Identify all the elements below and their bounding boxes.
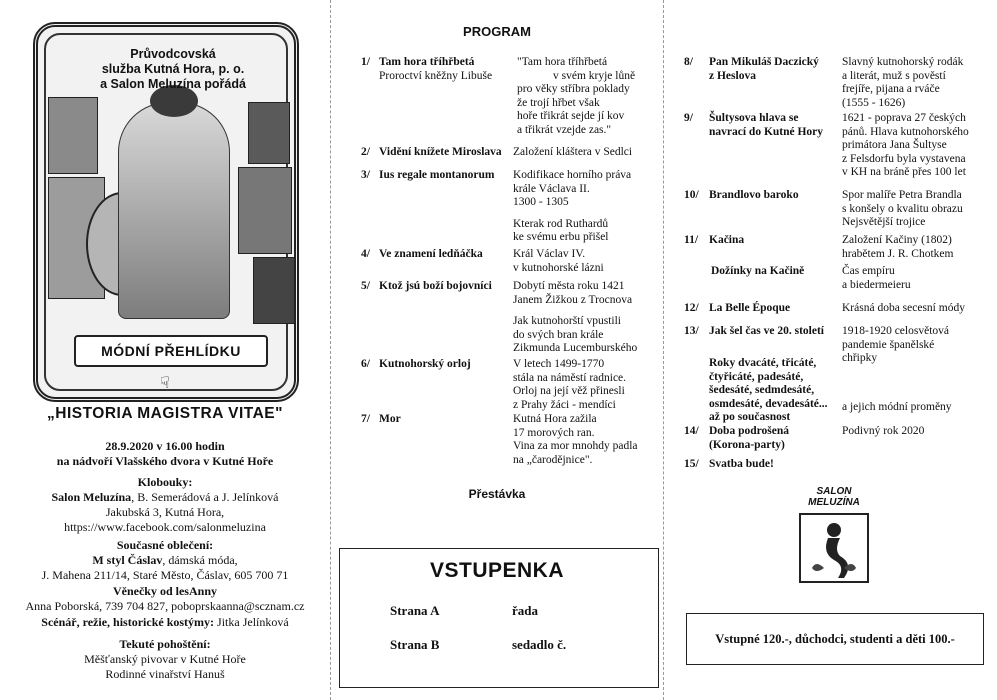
vintage-photo <box>253 257 295 324</box>
credit-heading: Klobouky: <box>137 475 193 489</box>
pointing-hand-icon: ☟ <box>160 375 170 392</box>
ticket-box <box>339 548 659 688</box>
credit-line: Měšťanský pivovar v Kutné Hoře <box>84 652 246 666</box>
credits-script <box>0 615 330 630</box>
credit-line: Anna Poborská, 739 704 827, poboprskaanna@scznam.cz <box>25 599 305 613</box>
event-datetime <box>0 439 330 469</box>
event-title: „HISTORIA MAGISTRA VITAE" <box>47 405 283 422</box>
vintage-photo <box>238 167 292 254</box>
credits-drinks <box>0 637 330 682</box>
facebook-link[interactable]: https://www.facebook.com/salonmeluzina <box>64 520 266 534</box>
admission-price-box: Vstupné 120.-, důchodci, studenti a děti 100.- <box>686 613 984 665</box>
logo-text: SALON <box>816 486 852 497</box>
ticket-side-b: Strana B <box>390 637 440 652</box>
header-line: služba Kutná Hora, p. o. <box>101 62 245 76</box>
credits-wreaths <box>0 584 330 614</box>
fashion-show-ribbon: MÓDNÍ PŘEHLÍDKU <box>74 335 268 367</box>
mermaid-icon <box>794 508 874 588</box>
organizer-header <box>98 47 248 92</box>
header-line: Průvodcovská <box>130 47 216 61</box>
ticket-row: řada <box>512 603 538 618</box>
credit-heading: Věnečky od lesAnny <box>112 584 217 598</box>
credit-line: M styl Čáslav, dámská móda, <box>92 553 238 567</box>
lady-in-dress-illustration <box>118 102 230 319</box>
panel-program-continued: 8/ Pan Mikuláš Daczický z Heslova Slavný kutnohorský rodák a literát, muž s pověstí frejíře, pijana a rváče (1555 - 1626) 9/ Šultysova hlava se navrací do Kutné Hory 1621 - poprava 27 českých pánů. Hlava kutnohorského primátora Jana Šultyse z Felsdorfu byla vystavena v KH na bráně přes 100 let 10/ Brandlovo baroko Spor malíře Petra Brandla s konšely o kvalitu obrazu Nejsvětější trojice 11/ Kačina Založení Kačiny (1802) hrabětem J. R. Chotkem Dožínky na Kačině Čas empíru a biedermeieru 12/ La Belle Époque Krásná doba secesní módy 13/ Jak šel čas ve 20. století 1918-1920 celosvětová pandemie španělské chřipky Roky dvacáté, třicáté, čtyřicáté, padesáté, šedesáté, sedmdesáté, osmdesáté, devadesáté... až po současnost a jejich módní proměny 14/ Doba podrošená (Korona-party) Podivný rok 2020 15/ Svatba bude! SALON MELUZÍNA Vstupné 120.-, důchodci, studenti a děti 100.- <box>664 0 997 700</box>
credit-line: Salon Meluzína, B. Semerádová a J. Jelínková <box>51 490 279 504</box>
credit-heading: Tekuté pohoštění: <box>119 637 211 651</box>
vintage-photo <box>48 97 98 174</box>
poster-frame <box>33 22 299 402</box>
intermission-label: Přestávka <box>468 487 526 501</box>
credit-heading: Scénář, režie, historické kostýmy: <box>41 615 215 629</box>
panel-program: PROGRAM 1/ Tam hora tříhřbetá Proroctví kněžny Libuše "Tam hora tříhřbetá v svém kryje lůně pro věky stříbra poklady že trojí hřbet však hoře třikrát sejde jí kov a třikrát vzejde zas." 2/ Vidění knížete Miroslava Založení kláštera v Sedlci 3/ Ius regale montanorum Kodifikace horního práva krále Václava II. 1300 - 1305 Kterak rod Ruthardů ke svému erbu přišel 4/ Ve znamení ledňáčka Král Václav IV. v kutnohorské lázni 5/ Ktož jsú boží bojovníci Dobytí města roku 1421 Janem Žižkou z Trocnova Jak kutnohorští vpustili do svých bran krále Zikmunda Lucemburského 6/ Kutnohorský orloj V letech 1499-1770 stála na náměstí radnice. Orloj na její věž přinesli z Prahy žáci - mendíci 7/ Mor Kutná Hora zažila 17 morových ran. Vina za mor mnohdy padla na „čarodějnice". Přestávka VSTUPENKA Strana A řada Strana B sedadlo č. <box>331 0 663 700</box>
event-date: 28.9.2020 v 16.00 hodin <box>105 439 225 453</box>
credit-line: J. Mahena 211/14, Staré Město, Čáslav, 605 700 71 <box>41 568 289 582</box>
ticket-side-a: Strana A <box>390 603 440 618</box>
panel-invitation <box>0 0 330 700</box>
salon-meluzina-logo <box>794 478 874 588</box>
credits-clothing <box>0 538 330 583</box>
ticket-title: VSTUPENKA <box>430 559 565 582</box>
credit-line: Rodinné vinařství Hanuš <box>105 667 225 681</box>
logo-text: MELUZÍNA <box>808 497 860 508</box>
credit-line: Jitka Jelínková <box>214 615 289 629</box>
credit-line: Jakubská 3, Kutná Hora, <box>105 505 225 519</box>
vintage-photo <box>248 102 290 164</box>
program-title: PROGRAM <box>463 24 531 39</box>
credits-hats <box>0 475 330 535</box>
event-venue: na nádvoří Vlašského dvora v Kutné Hoře <box>56 454 274 468</box>
credit-heading: Současné oblečení: <box>116 538 214 552</box>
ticket-seat: sedadlo č. <box>512 637 567 652</box>
header-line: a Salon Meluzína pořádá <box>100 77 246 91</box>
